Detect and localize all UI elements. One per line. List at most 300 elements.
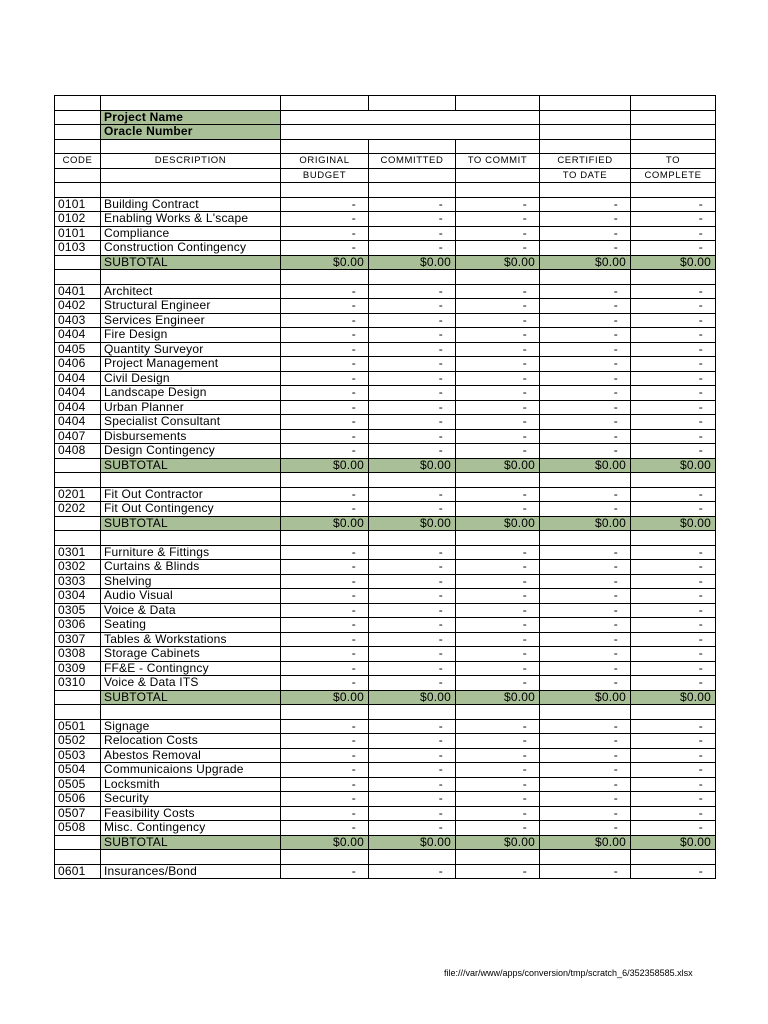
item-description: Voice & Data ITS — [101, 676, 281, 691]
header-to-commit-2 — [456, 168, 540, 183]
committed-cell[interactable]: - — [369, 647, 456, 662]
certified-to-date-cell[interactable]: - — [540, 429, 631, 444]
item-description: Fit Out Contingency — [101, 502, 281, 517]
original-budget-cell[interactable]: - — [281, 357, 369, 372]
header-row-2 — [55, 168, 716, 183]
blank-cell — [369, 705, 456, 720]
original-budget-cell[interactable]: - — [281, 777, 369, 792]
certified-to-date-cell[interactable]: - — [540, 647, 631, 662]
blank-row — [55, 96, 716, 111]
certified-to-date-cell[interactable]: - — [540, 632, 631, 647]
blank-row — [55, 531, 716, 546]
line-item-row — [55, 400, 716, 415]
original-budget-cell[interactable]: - — [281, 400, 369, 415]
item-code: 0201 — [55, 487, 101, 502]
subtotal-code — [55, 835, 101, 850]
oracle-number-row — [55, 125, 716, 140]
certified-to-date-cell[interactable]: - — [540, 197, 631, 212]
certified-to-date-cell[interactable]: - — [540, 400, 631, 415]
budget-table-body — [55, 96, 716, 879]
committed-cell[interactable]: - — [369, 415, 456, 430]
to-complete-cell[interactable]: - — [631, 313, 716, 328]
to-complete-cell[interactable]: - — [631, 748, 716, 763]
subtotal-value: $0.00 — [631, 458, 716, 473]
to-commit-cell[interactable]: - — [456, 864, 540, 879]
original-budget-cell[interactable]: - — [281, 313, 369, 328]
line-item-row — [55, 661, 716, 676]
to-commit-cell[interactable]: - — [456, 734, 540, 749]
certified-to-date-cell[interactable]: - — [540, 777, 631, 792]
item-description: Fit Out Contractor — [101, 487, 281, 502]
to-complete-cell[interactable]: - — [631, 734, 716, 749]
committed-cell[interactable]: - — [369, 502, 456, 517]
committed-cell[interactable]: - — [369, 197, 456, 212]
committed-cell[interactable]: - — [369, 400, 456, 415]
to-commit-cell[interactable]: - — [456, 719, 540, 734]
committed-cell[interactable]: - — [369, 371, 456, 386]
to-commit-cell[interactable]: - — [456, 763, 540, 778]
line-item-row — [55, 821, 716, 836]
blank-cell — [281, 705, 369, 720]
to-complete-cell[interactable]: - — [631, 357, 716, 372]
certified-to-date-cell[interactable]: - — [540, 487, 631, 502]
blank-cell — [281, 183, 369, 198]
committed-cell[interactable]: - — [369, 444, 456, 459]
original-budget-cell[interactable]: - — [281, 545, 369, 560]
header-committed-2 — [369, 168, 456, 183]
item-description: Services Engineer — [101, 313, 281, 328]
line-item-row — [55, 647, 716, 662]
item-code: 0404 — [55, 328, 101, 343]
certified-to-date-cell[interactable]: - — [540, 589, 631, 604]
committed-cell[interactable]: - — [369, 386, 456, 401]
to-commit-cell[interactable]: - — [456, 197, 540, 212]
committed-cell[interactable]: - — [369, 618, 456, 633]
to-complete-cell[interactable]: - — [631, 777, 716, 792]
to-commit-cell[interactable]: - — [456, 589, 540, 604]
blank-cell — [281, 473, 369, 488]
original-budget-cell[interactable]: - — [281, 487, 369, 502]
item-code: 0402 — [55, 299, 101, 314]
blank-cell — [101, 270, 281, 285]
certified-to-date-cell[interactable]: - — [540, 676, 631, 691]
subtotal-value: $0.00 — [631, 835, 716, 850]
certified-to-date-cell[interactable]: - — [540, 560, 631, 575]
certified-to-date-cell[interactable]: - — [540, 212, 631, 227]
blank-cell — [369, 270, 456, 285]
original-budget-cell[interactable]: - — [281, 226, 369, 241]
to-complete-cell[interactable]: - — [631, 299, 716, 314]
original-budget-cell[interactable]: - — [281, 719, 369, 734]
to-commit-cell[interactable]: - — [456, 357, 540, 372]
to-complete-cell[interactable]: - — [631, 545, 716, 560]
to-complete-cell[interactable]: - — [631, 371, 716, 386]
to-commit-cell[interactable]: - — [456, 806, 540, 821]
original-budget-cell[interactable]: - — [281, 632, 369, 647]
to-commit-cell[interactable]: - — [456, 792, 540, 807]
to-commit-cell[interactable]: - — [456, 400, 540, 415]
to-complete-cell[interactable]: - — [631, 806, 716, 821]
to-commit-cell[interactable]: - — [456, 777, 540, 792]
subtotal-value: $0.00 — [540, 835, 631, 850]
certified-to-date-cell[interactable]: - — [540, 545, 631, 560]
item-code: 0503 — [55, 748, 101, 763]
original-budget-cell[interactable]: - — [281, 386, 369, 401]
committed-cell[interactable]: - — [369, 821, 456, 836]
blank-cell — [369, 531, 456, 546]
to-complete-cell[interactable]: - — [631, 719, 716, 734]
to-complete-cell[interactable]: - — [631, 502, 716, 517]
certified-to-date-cell[interactable]: - — [540, 226, 631, 241]
to-complete-cell[interactable]: - — [631, 618, 716, 633]
header-to: TO — [631, 154, 716, 169]
committed-cell[interactable]: - — [369, 719, 456, 734]
certified-to-date-cell[interactable]: - — [540, 371, 631, 386]
header-code: CODE — [55, 154, 101, 169]
subtotal-label: SUBTOTAL — [101, 255, 281, 270]
certified-to-date-cell[interactable]: - — [540, 574, 631, 589]
original-budget-cell[interactable]: - — [281, 618, 369, 633]
to-commit-cell[interactable]: - — [456, 487, 540, 502]
committed-cell[interactable]: - — [369, 763, 456, 778]
item-code: 0202 — [55, 502, 101, 517]
committed-cell[interactable]: - — [369, 487, 456, 502]
to-complete-cell[interactable]: - — [631, 647, 716, 662]
certified-to-date-cell[interactable]: - — [540, 603, 631, 618]
to-complete-cell[interactable]: - — [631, 241, 716, 256]
original-budget-cell[interactable]: - — [281, 415, 369, 430]
to-commit-cell[interactable]: - — [456, 632, 540, 647]
to-complete-cell[interactable]: - — [631, 212, 716, 227]
certified-to-date-cell[interactable]: - — [540, 342, 631, 357]
to-commit-cell[interactable]: - — [456, 821, 540, 836]
to-complete-cell[interactable]: - — [631, 284, 716, 299]
committed-cell[interactable]: - — [369, 777, 456, 792]
original-budget-cell[interactable]: - — [281, 821, 369, 836]
blank-row — [55, 473, 716, 488]
item-code: 0306 — [55, 618, 101, 633]
item-code: 0601 — [55, 864, 101, 879]
item-description: Curtains & Blinds — [101, 560, 281, 575]
certified-to-date-cell[interactable]: - — [540, 444, 631, 459]
committed-cell[interactable]: - — [369, 589, 456, 604]
item-description: Architect — [101, 284, 281, 299]
line-item-row — [55, 444, 716, 459]
to-complete-cell[interactable]: - — [631, 487, 716, 502]
to-complete-cell[interactable]: - — [631, 589, 716, 604]
committed-cell[interactable]: - — [369, 212, 456, 227]
subtotal-value: $0.00 — [631, 690, 716, 705]
item-description: Relocation Costs — [101, 734, 281, 749]
to-commit-cell[interactable]: - — [456, 415, 540, 430]
item-description: Landscape Design — [101, 386, 281, 401]
blank-row — [55, 705, 716, 720]
to-commit-cell[interactable]: - — [456, 661, 540, 676]
certified-to-date-cell[interactable]: - — [540, 618, 631, 633]
original-budget-cell[interactable]: - — [281, 763, 369, 778]
blank-cell — [540, 473, 631, 488]
to-complete-cell[interactable]: - — [631, 763, 716, 778]
to-commit-cell[interactable]: - — [456, 429, 540, 444]
blank-cell — [101, 705, 281, 720]
original-budget-cell[interactable]: - — [281, 603, 369, 618]
item-description: Misc. Contingency — [101, 821, 281, 836]
to-commit-cell[interactable]: - — [456, 444, 540, 459]
certified-to-date-cell[interactable]: - — [540, 502, 631, 517]
subtotal-value: $0.00 — [540, 516, 631, 531]
committed-cell[interactable]: - — [369, 313, 456, 328]
to-commit-cell[interactable]: - — [456, 328, 540, 343]
to-commit-cell[interactable]: - — [456, 603, 540, 618]
subtotal-label: SUBTOTAL — [101, 458, 281, 473]
subtotal-code — [55, 458, 101, 473]
item-description: Structural Engineer — [101, 299, 281, 314]
committed-cell[interactable]: - — [369, 545, 456, 560]
item-code: 0501 — [55, 719, 101, 734]
blank-cell — [456, 531, 540, 546]
item-code: 0504 — [55, 763, 101, 778]
to-commit-cell[interactable]: - — [456, 212, 540, 227]
certified-to-date-cell[interactable]: - — [540, 748, 631, 763]
subtotal-row — [55, 690, 716, 705]
original-budget-cell[interactable]: - — [281, 661, 369, 676]
file-path-footer: file:///var/www/apps/conversion/tmp/scratch_6/352358585.xlsx — [444, 968, 693, 978]
committed-cell[interactable]: - — [369, 748, 456, 763]
item-description: Enabling Works & L'scape — [101, 212, 281, 227]
committed-cell[interactable]: - — [369, 864, 456, 879]
certified-to-date-cell[interactable]: - — [540, 328, 631, 343]
line-item-row — [55, 357, 716, 372]
committed-cell[interactable]: - — [369, 792, 456, 807]
to-complete-cell[interactable]: - — [631, 400, 716, 415]
line-item-row — [55, 574, 716, 589]
certified-to-date-cell[interactable]: - — [540, 241, 631, 256]
original-budget-cell[interactable]: - — [281, 197, 369, 212]
item-description: FF&E - Contingncy — [101, 661, 281, 676]
certified-to-date-cell[interactable]: - — [540, 821, 631, 836]
line-item-row — [55, 502, 716, 517]
committed-cell[interactable]: - — [369, 661, 456, 676]
project-name-field[interactable] — [281, 110, 540, 125]
certified-to-date-cell[interactable]: - — [540, 806, 631, 821]
to-commit-cell[interactable]: - — [456, 545, 540, 560]
item-code: 0310 — [55, 676, 101, 691]
to-complete-cell[interactable]: - — [631, 444, 716, 459]
to-commit-cell[interactable]: - — [456, 574, 540, 589]
to-commit-cell[interactable]: - — [456, 647, 540, 662]
item-description: Insurances/Bond — [101, 864, 281, 879]
committed-cell[interactable]: - — [369, 429, 456, 444]
original-budget-cell[interactable]: - — [281, 792, 369, 807]
subtotal-label: SUBTOTAL — [101, 690, 281, 705]
to-complete-cell[interactable]: - — [631, 328, 716, 343]
to-commit-cell[interactable]: - — [456, 502, 540, 517]
certified-to-date-cell[interactable]: - — [540, 792, 631, 807]
certified-to-date-cell[interactable]: - — [540, 313, 631, 328]
committed-cell[interactable]: - — [369, 806, 456, 821]
item-code: 0404 — [55, 371, 101, 386]
original-budget-cell[interactable]: - — [281, 371, 369, 386]
committed-cell[interactable]: - — [369, 284, 456, 299]
committed-cell[interactable]: - — [369, 603, 456, 618]
line-item-row — [55, 429, 716, 444]
to-complete-cell[interactable]: - — [631, 864, 716, 879]
item-code: 0408 — [55, 444, 101, 459]
original-budget-cell[interactable]: - — [281, 429, 369, 444]
certified-to-date-cell[interactable]: - — [540, 734, 631, 749]
original-budget-cell[interactable]: - — [281, 328, 369, 343]
header-certified: CERTIFIED — [540, 154, 631, 169]
blank-cell — [55, 705, 101, 720]
original-budget-cell[interactable]: - — [281, 864, 369, 879]
to-commit-cell[interactable]: - — [456, 748, 540, 763]
item-description: Storage Cabinets — [101, 647, 281, 662]
to-complete-cell[interactable]: - — [631, 792, 716, 807]
blank-row — [55, 183, 716, 198]
original-budget-cell[interactable]: - — [281, 574, 369, 589]
committed-cell[interactable]: - — [369, 241, 456, 256]
to-complete-cell[interactable]: - — [631, 415, 716, 430]
item-description: Locksmith — [101, 777, 281, 792]
subtotal-code — [55, 690, 101, 705]
certified-to-date-cell[interactable]: - — [540, 763, 631, 778]
blank-cell — [101, 183, 281, 198]
to-commit-cell[interactable]: - — [456, 618, 540, 633]
to-complete-cell[interactable]: - — [631, 386, 716, 401]
to-commit-cell[interactable]: - — [456, 371, 540, 386]
subtotal-value: $0.00 — [456, 458, 540, 473]
committed-cell[interactable]: - — [369, 357, 456, 372]
subtotal-value: $0.00 — [369, 516, 456, 531]
to-complete-cell[interactable]: - — [631, 560, 716, 575]
to-complete-cell[interactable]: - — [631, 603, 716, 618]
original-budget-cell[interactable]: - — [281, 647, 369, 662]
line-item-row — [55, 386, 716, 401]
to-complete-cell[interactable]: - — [631, 429, 716, 444]
original-budget-cell[interactable]: - — [281, 748, 369, 763]
subtotal-label: SUBTOTAL — [101, 835, 281, 850]
to-commit-cell[interactable]: - — [456, 676, 540, 691]
committed-cell[interactable]: - — [369, 574, 456, 589]
original-budget-cell[interactable]: - — [281, 342, 369, 357]
committed-cell[interactable]: - — [369, 560, 456, 575]
committed-cell[interactable]: - — [369, 342, 456, 357]
committed-cell[interactable]: - — [369, 328, 456, 343]
subtotal-value: $0.00 — [369, 255, 456, 270]
subtotal-value: $0.00 — [456, 255, 540, 270]
subtotal-value: $0.00 — [456, 516, 540, 531]
blank-cell — [55, 270, 101, 285]
certified-to-date-cell[interactable]: - — [540, 719, 631, 734]
to-commit-cell[interactable]: - — [456, 241, 540, 256]
to-complete-cell[interactable]: - — [631, 574, 716, 589]
original-budget-cell[interactable]: - — [281, 241, 369, 256]
item-code: 0103 — [55, 241, 101, 256]
certified-to-date-cell[interactable]: - — [540, 415, 631, 430]
item-description: Communicaions Upgrade — [101, 763, 281, 778]
original-budget-cell[interactable]: - — [281, 806, 369, 821]
blank-cell — [281, 270, 369, 285]
item-description: Project Management — [101, 357, 281, 372]
to-commit-cell[interactable]: - — [456, 560, 540, 575]
header-committed: COMMITTED — [369, 154, 456, 169]
original-budget-cell[interactable]: - — [281, 212, 369, 227]
original-budget-cell[interactable]: - — [281, 444, 369, 459]
blank-cell — [456, 850, 540, 865]
committed-cell[interactable]: - — [369, 299, 456, 314]
to-complete-cell[interactable]: - — [631, 632, 716, 647]
item-code: 0404 — [55, 400, 101, 415]
original-budget-cell[interactable]: - — [281, 676, 369, 691]
oracle-number-field[interactable] — [281, 125, 540, 140]
committed-cell[interactable]: - — [369, 632, 456, 647]
original-budget-cell[interactable]: - — [281, 560, 369, 575]
subtotal-value: $0.00 — [540, 690, 631, 705]
line-item-row — [55, 371, 716, 386]
certified-to-date-cell[interactable]: - — [540, 284, 631, 299]
oracle-number-label: Oracle Number — [101, 125, 281, 140]
certified-to-date-cell[interactable]: - — [540, 299, 631, 314]
line-item-row — [55, 487, 716, 502]
to-commit-cell[interactable]: - — [456, 226, 540, 241]
to-complete-cell[interactable]: - — [631, 821, 716, 836]
certified-to-date-cell[interactable]: - — [540, 864, 631, 879]
committed-cell[interactable]: - — [369, 734, 456, 749]
blank-cell — [55, 531, 101, 546]
line-item-row — [55, 618, 716, 633]
blank-row — [55, 139, 716, 154]
original-budget-cell[interactable]: - — [281, 284, 369, 299]
original-budget-cell[interactable]: - — [281, 502, 369, 517]
line-item-row — [55, 197, 716, 212]
item-code: 0309 — [55, 661, 101, 676]
certified-to-date-cell[interactable]: - — [540, 386, 631, 401]
item-description: Specialist Consultant — [101, 415, 281, 430]
item-description: Security — [101, 792, 281, 807]
subtotal-value: $0.00 — [281, 835, 369, 850]
line-item-row — [55, 632, 716, 647]
committed-cell[interactable]: - — [369, 676, 456, 691]
line-item-row — [55, 342, 716, 357]
to-commit-cell[interactable]: - — [456, 386, 540, 401]
item-code: 0407 — [55, 429, 101, 444]
original-budget-cell[interactable]: - — [281, 734, 369, 749]
item-description: Abestos Removal — [101, 748, 281, 763]
subtotal-row — [55, 835, 716, 850]
certified-to-date-cell[interactable]: - — [540, 357, 631, 372]
original-budget-cell[interactable]: - — [281, 299, 369, 314]
original-budget-cell[interactable]: - — [281, 589, 369, 604]
line-item-row — [55, 589, 716, 604]
certified-to-date-cell[interactable]: - — [540, 661, 631, 676]
item-code: 0102 — [55, 212, 101, 227]
to-commit-cell[interactable]: - — [456, 284, 540, 299]
item-code: 0307 — [55, 632, 101, 647]
committed-cell[interactable]: - — [369, 226, 456, 241]
to-complete-cell[interactable]: - — [631, 661, 716, 676]
item-code: 0301 — [55, 545, 101, 560]
subtotal-value: $0.00 — [456, 690, 540, 705]
to-commit-cell[interactable]: - — [456, 342, 540, 357]
to-complete-cell[interactable]: - — [631, 226, 716, 241]
line-item-row — [55, 226, 716, 241]
line-item-row — [55, 299, 716, 314]
to-commit-cell[interactable]: - — [456, 313, 540, 328]
to-commit-cell[interactable]: - — [456, 299, 540, 314]
to-complete-cell[interactable]: - — [631, 342, 716, 357]
to-complete-cell[interactable]: - — [631, 197, 716, 212]
to-complete-cell[interactable]: - — [631, 676, 716, 691]
